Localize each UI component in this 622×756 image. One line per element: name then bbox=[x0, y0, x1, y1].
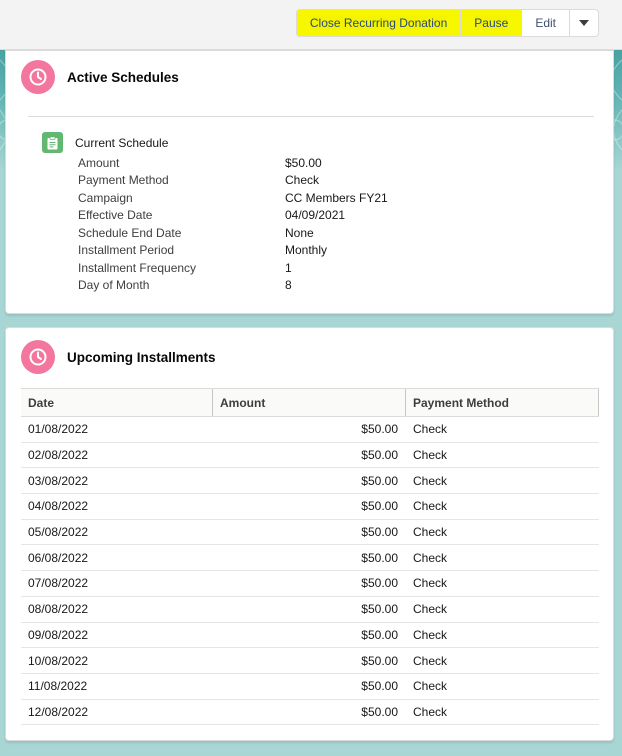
table-row bbox=[21, 443, 599, 469]
chevron-down-icon bbox=[579, 20, 589, 26]
close-recurring-donation-label: Close Recurring Donation bbox=[309, 16, 448, 30]
field-payment-method bbox=[78, 172, 388, 190]
field-label: Payment Method bbox=[78, 173, 169, 188]
record-header bbox=[0, 0, 622, 50]
active-schedules-card bbox=[5, 50, 614, 314]
clock-icon bbox=[21, 60, 55, 94]
table-row bbox=[21, 545, 599, 571]
close-recurring-donation-button[interactable] bbox=[297, 10, 461, 36]
field-label: Installment Period bbox=[78, 243, 175, 258]
table-row bbox=[21, 417, 599, 443]
field-installment-frequency bbox=[78, 259, 388, 277]
table-row bbox=[21, 648, 599, 674]
field-label: Day of Month bbox=[78, 278, 150, 293]
amount-cell: $50.00 bbox=[361, 448, 398, 463]
table-row bbox=[21, 623, 599, 649]
amount-cell: $50.00 bbox=[361, 550, 398, 565]
clipboard-icon bbox=[42, 132, 63, 153]
date-cell: 09/08/2022 bbox=[28, 627, 89, 642]
field-value: Monthly bbox=[285, 243, 328, 258]
field-label: Amount bbox=[78, 155, 120, 170]
field-value: $50.00 bbox=[285, 155, 322, 170]
upcoming-installments-card bbox=[5, 327, 614, 741]
amount-cell: $50.00 bbox=[361, 422, 398, 437]
pause-button[interactable] bbox=[461, 10, 522, 36]
upcoming-installments-title: Upcoming Installments bbox=[67, 349, 216, 365]
payment-method-cell: Check bbox=[413, 704, 448, 719]
field-label: Effective Date bbox=[78, 208, 153, 223]
amount-cell: $50.00 bbox=[361, 653, 398, 668]
payment-method-cell: Check bbox=[413, 679, 448, 694]
field-value: Check bbox=[285, 173, 320, 188]
table-row bbox=[21, 700, 599, 726]
date-cell: 05/08/2022 bbox=[28, 525, 89, 540]
payment-method-cell: Check bbox=[413, 653, 448, 668]
field-value: 8 bbox=[285, 278, 292, 293]
field-value: 1 bbox=[285, 260, 292, 275]
clock-icon bbox=[21, 340, 55, 374]
payment-method-cell: Check bbox=[413, 602, 448, 617]
current-schedule-title: Current Schedule bbox=[75, 135, 169, 150]
active-schedules-title: Active Schedules bbox=[67, 69, 179, 85]
more-actions-button[interactable] bbox=[570, 10, 598, 36]
field-value: 04/09/2021 bbox=[285, 208, 346, 223]
amount-cell: $50.00 bbox=[361, 499, 398, 514]
table-body bbox=[21, 417, 599, 725]
payment-method-cell: Check bbox=[413, 499, 448, 514]
date-cell: 10/08/2022 bbox=[28, 653, 89, 668]
amount-cell: $50.00 bbox=[361, 602, 398, 617]
action-button-group bbox=[296, 9, 599, 37]
upcoming-installments-header bbox=[21, 340, 216, 374]
field-schedule-end-date bbox=[78, 224, 388, 242]
active-schedules-header bbox=[21, 60, 179, 94]
table-row bbox=[21, 597, 599, 623]
amount-cell: $50.00 bbox=[361, 525, 398, 540]
field-campaign bbox=[78, 189, 388, 207]
current-schedule-header bbox=[42, 132, 168, 153]
amount-cell: $50.00 bbox=[361, 473, 398, 488]
field-value: None bbox=[285, 225, 314, 240]
installments-table bbox=[21, 388, 599, 725]
payment-method-cell: Check bbox=[413, 576, 448, 591]
date-cell: 11/08/2022 bbox=[28, 679, 88, 694]
table-row bbox=[21, 674, 599, 700]
payment-method-cell: Check bbox=[413, 448, 448, 463]
payment-method-cell: Check bbox=[413, 550, 448, 565]
date-cell: 02/08/2022 bbox=[28, 448, 89, 463]
payment-method-cell: Check bbox=[413, 627, 448, 642]
column-header-date[interactable]: Date bbox=[21, 389, 213, 416]
table-row bbox=[21, 468, 599, 494]
date-cell: 04/08/2022 bbox=[28, 499, 89, 514]
field-installment-period bbox=[78, 242, 388, 260]
field-effective-date bbox=[78, 207, 388, 225]
date-cell: 08/08/2022 bbox=[28, 602, 89, 617]
edit-label: Edit bbox=[535, 16, 556, 30]
schedule-fields bbox=[78, 154, 388, 294]
amount-cell: $50.00 bbox=[361, 679, 398, 694]
date-cell: 12/08/2022 bbox=[28, 704, 89, 719]
date-cell: 07/08/2022 bbox=[28, 576, 89, 591]
divider bbox=[28, 116, 594, 117]
column-header-payment-method[interactable]: Payment Method bbox=[406, 389, 599, 416]
field-label: Schedule End Date bbox=[78, 225, 182, 240]
pause-label: Pause bbox=[474, 16, 509, 30]
date-cell: 01/08/2022 bbox=[28, 422, 89, 437]
amount-cell: $50.00 bbox=[361, 627, 398, 642]
table-row bbox=[21, 520, 599, 546]
date-cell: 06/08/2022 bbox=[28, 550, 89, 565]
edit-button[interactable] bbox=[522, 10, 570, 36]
table-row bbox=[21, 571, 599, 597]
date-cell: 03/08/2022 bbox=[28, 473, 89, 488]
payment-method-cell: Check bbox=[413, 422, 448, 437]
payment-method-cell: Check bbox=[413, 473, 448, 488]
amount-cell: $50.00 bbox=[361, 576, 398, 591]
field-label: Installment Frequency bbox=[78, 260, 197, 275]
field-day-of-month bbox=[78, 277, 388, 295]
column-header-amount[interactable]: Amount bbox=[213, 389, 406, 416]
field-label: Campaign bbox=[78, 190, 133, 205]
payment-method-cell: Check bbox=[413, 525, 448, 540]
field-value: CC Members FY21 bbox=[285, 190, 388, 205]
field-amount bbox=[78, 154, 388, 172]
amount-cell: $50.00 bbox=[361, 704, 398, 719]
table-row bbox=[21, 494, 599, 520]
table-header bbox=[21, 388, 599, 417]
